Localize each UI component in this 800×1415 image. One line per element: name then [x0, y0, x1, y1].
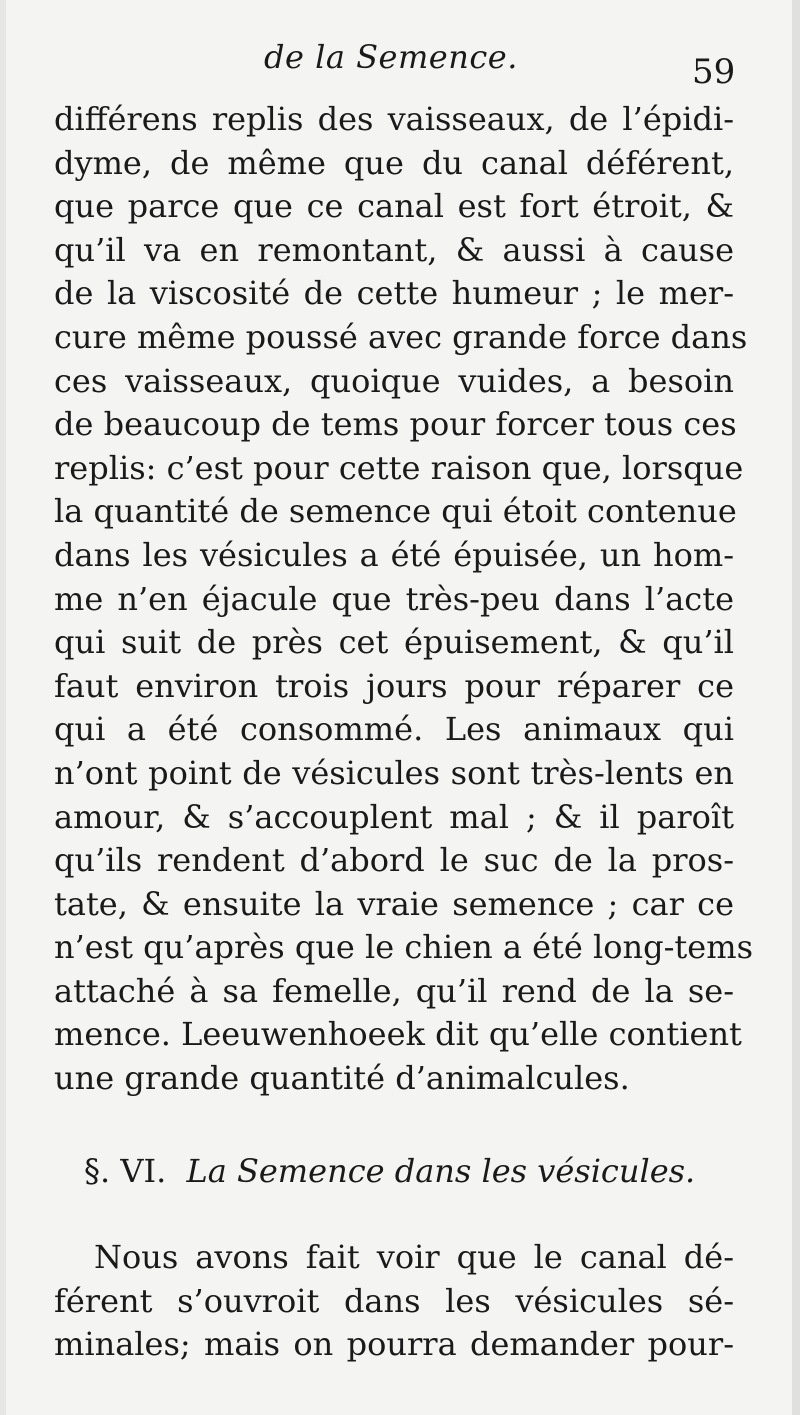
text-line: différens replis des vaisseaux, de l’épidi-	[54, 100, 734, 138]
text-line: faut environ trois jours pour réparer ce	[54, 666, 734, 705]
text-line: mence. Leeuwenhoeek dit qu’elle contient	[54, 1015, 742, 1054]
text-line: attaché à sa femelle, qu’il rend de la se-	[54, 971, 734, 1010]
text-line: dans les vésicules a été épuisée, un hom-	[54, 535, 734, 574]
running-head: de la Semence.	[264, 38, 518, 76]
text-line: que parce que ce canal est fort étroit, &	[54, 187, 734, 226]
text-line: qui a été consommé. Les animaux qui	[54, 710, 734, 749]
section-number: §. VI.	[84, 1152, 167, 1190]
text-line: tate, & ensuite la vraie semence ; car ce	[54, 884, 734, 923]
text-line: ces vaisseaux, quoique vuides, a besoin	[54, 361, 734, 400]
text-line: n’est qu’après que le chien a été long-tems	[54, 928, 753, 967]
text-line: amour, & s’accouplent mal ; & il paroît	[54, 797, 734, 836]
text-line: férent s’ouvroit dans les vésicules sé-	[54, 1281, 734, 1320]
text-line: Nous avons fait voir que le canal dé-	[94, 1238, 734, 1276]
text-line: de la viscosité de cette humeur ; le mer-	[54, 274, 734, 313]
text-line: une grande quantité d’animalcules.	[54, 1059, 630, 1098]
text-line: la quantité de semence qui étoit contenue	[54, 492, 737, 531]
text-line: de beaucoup de tems pour forcer tous ces	[54, 405, 737, 444]
text-line: minales; mais on pourra demander pour-	[54, 1325, 734, 1364]
section-title: La Semence dans les vésicules.	[186, 1152, 696, 1190]
text-line: qui suit de près cet épuisement, & qu’il	[54, 623, 734, 662]
text-line: qu’ils rendent d’abord le suc de la pros-	[54, 841, 734, 880]
page-number: 59	[692, 52, 736, 92]
text-line: replis: c’est pour cette raison que, lorsque	[54, 448, 744, 487]
paragraph-2	[54, 1236, 734, 1367]
paragraph-1	[54, 98, 753, 1101]
text-line: cure même poussé avec grande force dans	[54, 317, 748, 356]
section-heading	[84, 1152, 724, 1190]
text-line: me n’en éjacule que très-peu dans l’acte	[54, 579, 734, 618]
text-line: dyme, de même que du canal déférent,	[54, 143, 734, 182]
page-edge	[792, 0, 800, 1415]
text-line: qu’il va en remontant, & aussi à cause	[54, 230, 734, 269]
text-line: n’ont point de vésicules sont très-lents en	[54, 753, 734, 792]
